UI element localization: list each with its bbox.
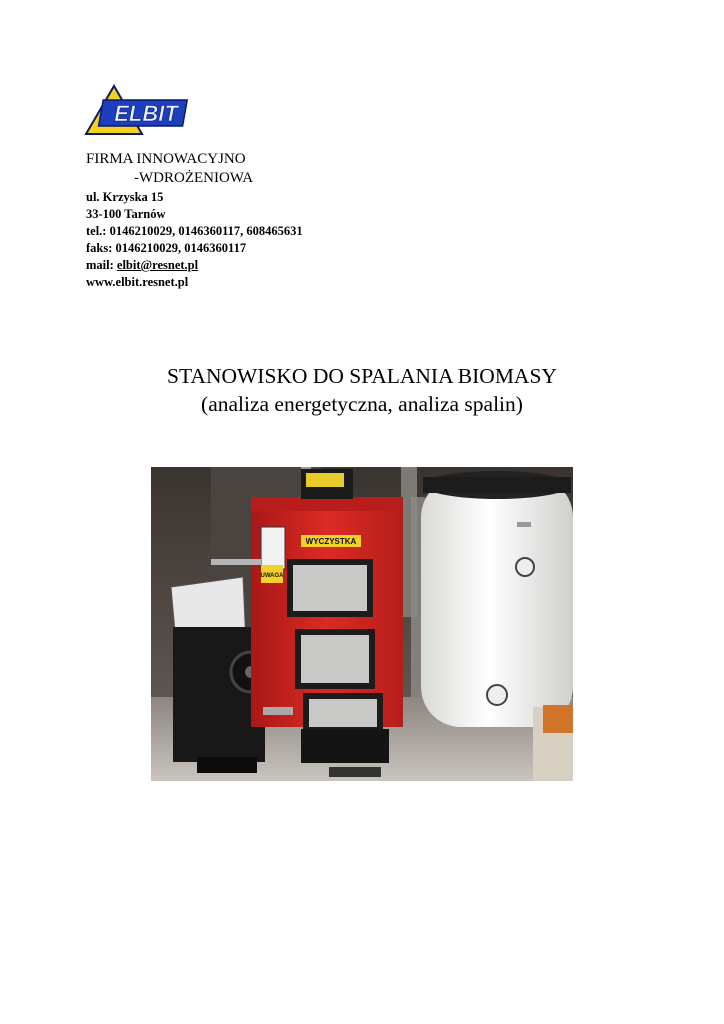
company-name	[86, 150, 253, 188]
mail-label: mail:	[86, 258, 117, 272]
mail-link[interactable]: elbit@resnet.pl	[116, 258, 199, 272]
title-line-1: STANOWISKO DO SPALANIA BIOMASY	[167, 364, 557, 388]
boiler-photo	[151, 467, 573, 781]
city: 33-100 Tarnów	[86, 207, 166, 221]
contact-block	[86, 189, 303, 291]
logo-text: ELBIT	[114, 101, 178, 126]
elbit-logo	[84, 84, 194, 138]
company-line-1: FIRMA INNOWACYJNO	[86, 151, 246, 167]
company-line-2: -WDROŻENIOWA	[134, 170, 254, 186]
warning-label-text: UWAGA	[260, 573, 284, 579]
telephone: tel.: 0146210029, 0146360117, 608465631	[86, 224, 303, 238]
fax: faks: 0146210029, 0146360117	[86, 241, 247, 255]
boiler-label-text: WYCZYSTKA	[305, 537, 357, 546]
website: www.elbit.resnet.pl	[86, 275, 189, 289]
document-title	[0, 362, 724, 418]
mail-row	[86, 257, 303, 274]
title-line-2: (analiza energetyczna, analiza spalin)	[201, 392, 523, 416]
address: ul. Krzyska 15	[86, 190, 164, 204]
